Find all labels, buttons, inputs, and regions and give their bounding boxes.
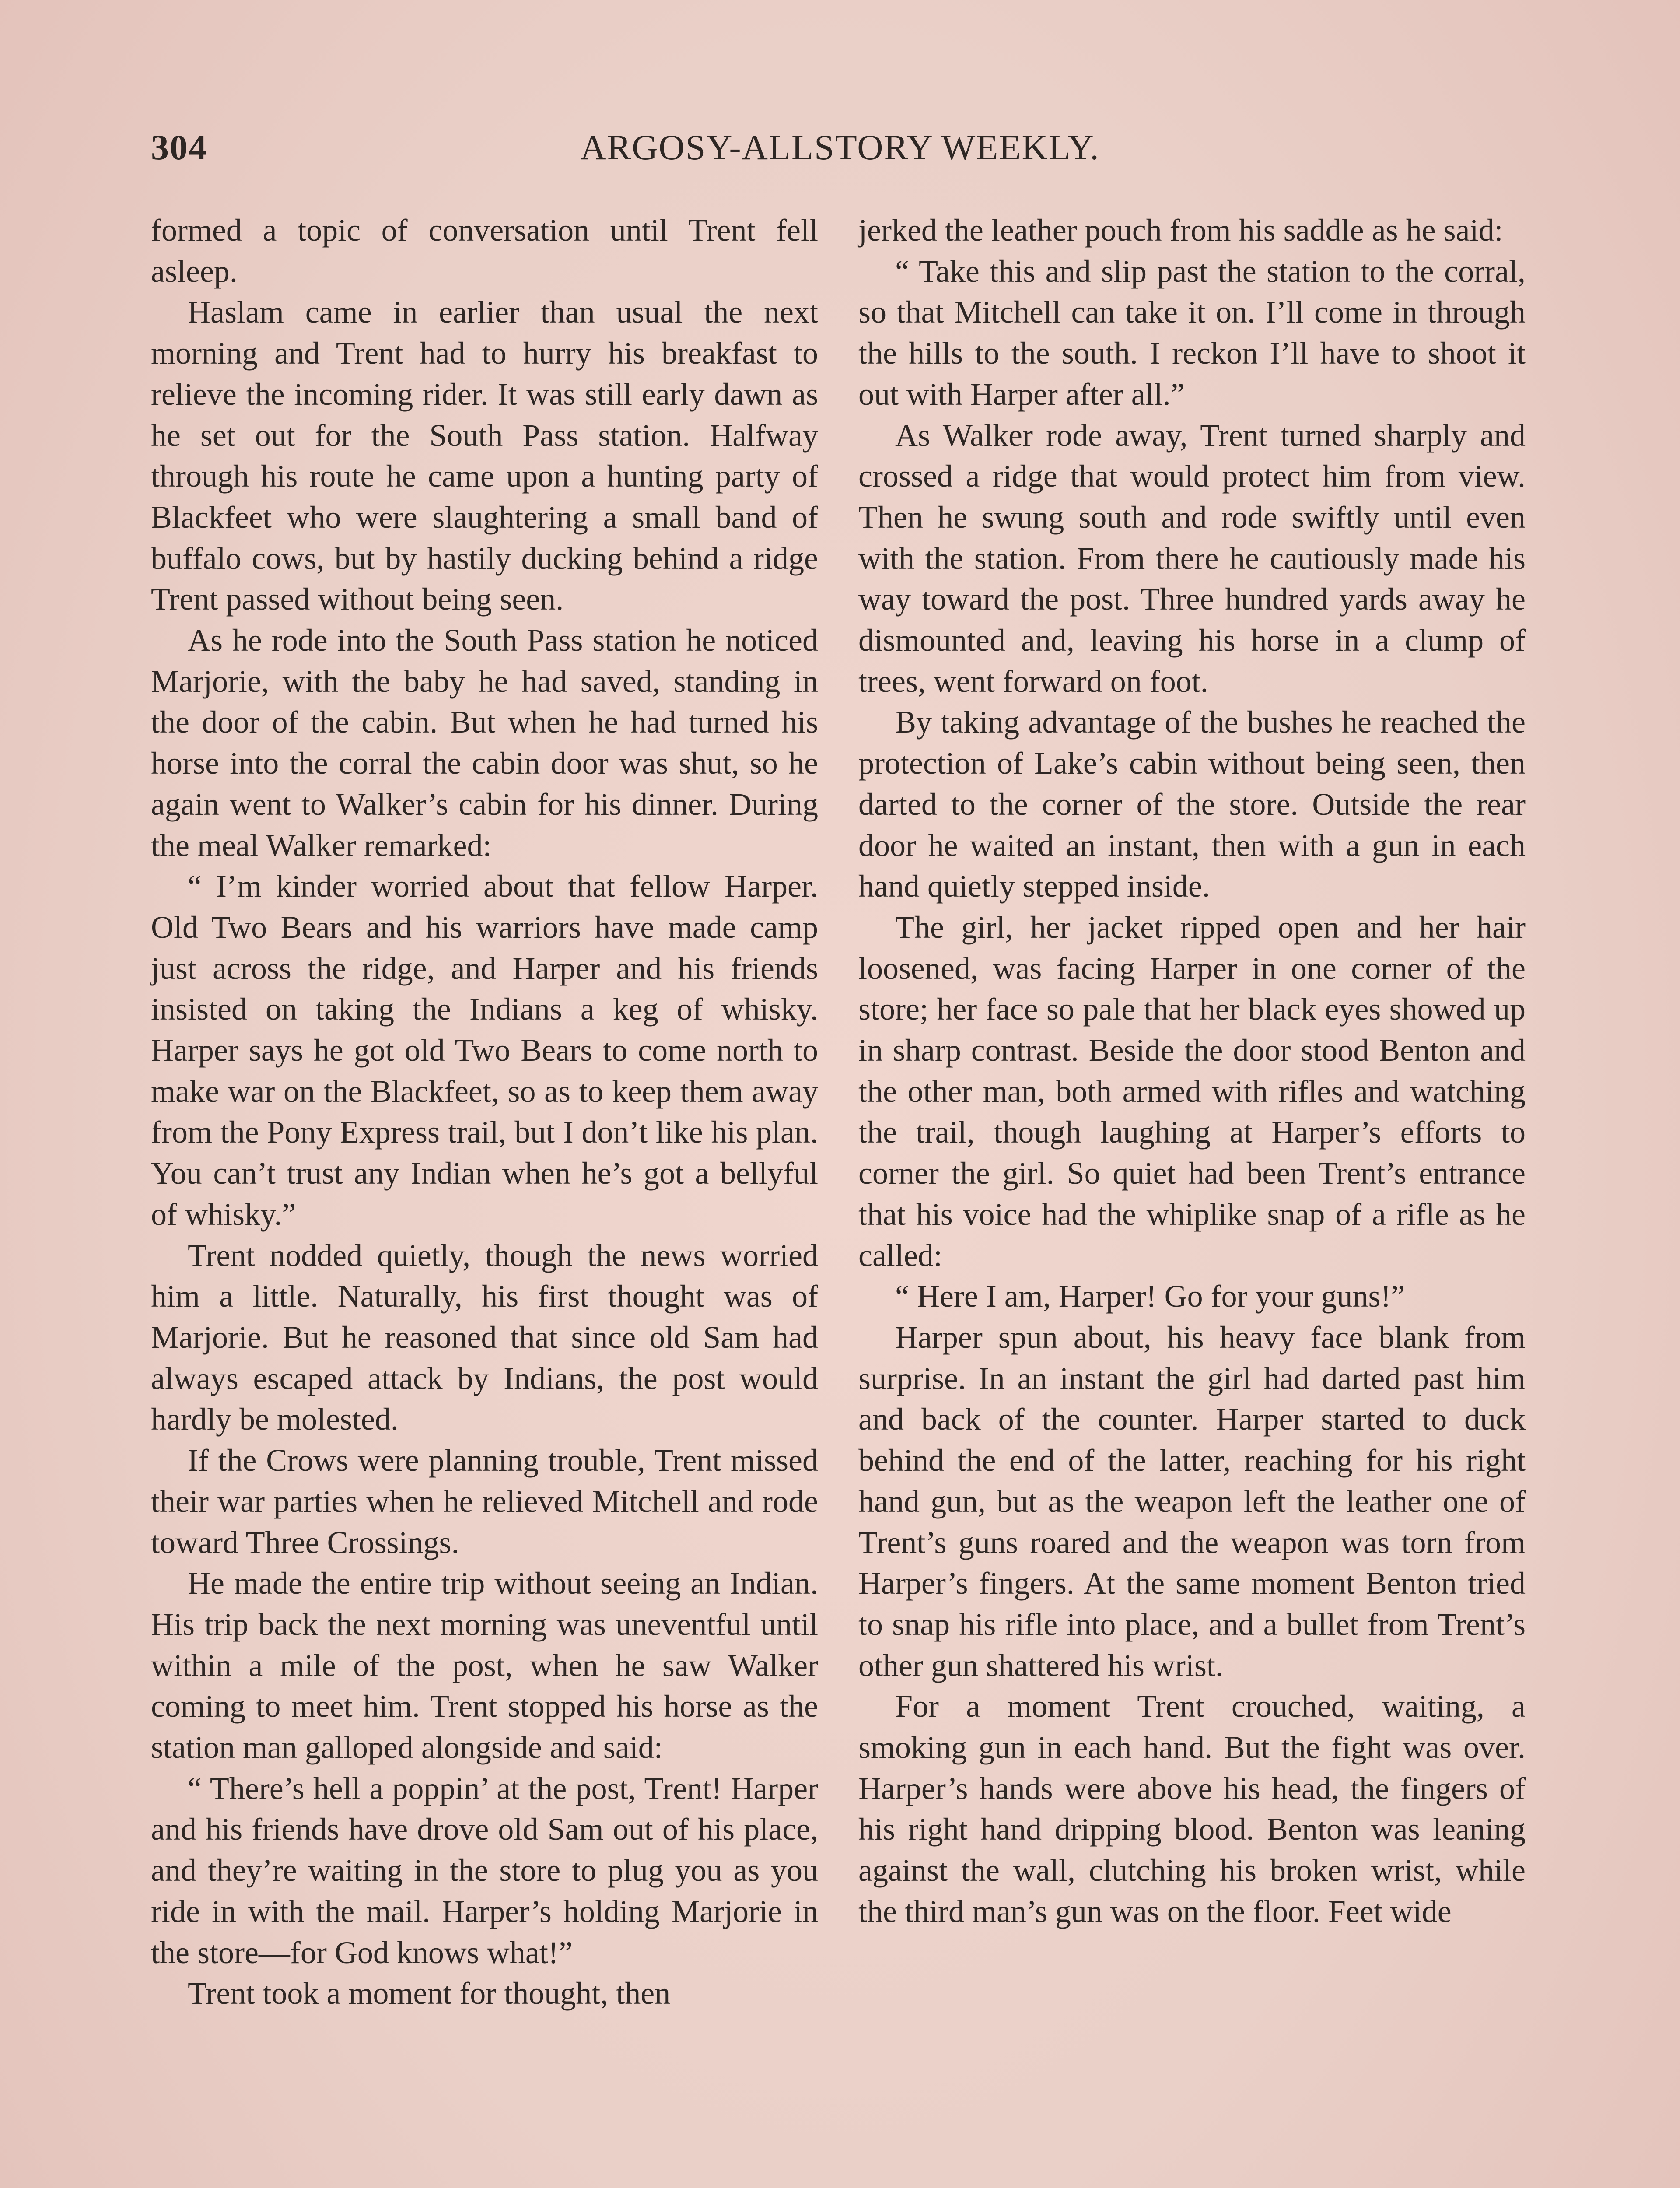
paragraph: Harper spun about, his heavy face blank from surprise. In an instant the girl had darted past him and back of the counter. Harper started to duck behind the end of the latter, reaching for his right hand gun, but as the weapon left the leather one of Trent’s guns roared and the weapon was torn from Harper’s fingers. At the same moment Benton tried to snap his rifle into place, and a bullet from Trent’s other gun shattered his wrist. (858, 1319, 1526, 1683)
paragraph: “ Take this and slip past the station to the corral, so that Mitchell can take it on. I’ll come in through the hills to the south. I reckon I’ll have to shoot it out with Harper after all.” (858, 253, 1526, 412)
paragraph: “ Here I am, Harper! Go for your guns!” (895, 1279, 1405, 1314)
page-number: 304 (151, 127, 207, 167)
running-head: ARGOSY-ALLSTORY WEEKLY. (580, 127, 1100, 167)
paragraph: “ There’s hell a poppin’ at the post, Trent! Harper and his friends have drove old Sam out of his place, and they’re waiting in the store to plug you as you ride in with the mail. Harper’s holding Marjorie in the store—for God knows what!” (151, 1771, 818, 1970)
paragraph: He made the entire trip without seeing an Indian. His trip back the next morning was uneventful until within a mile of the post, when he saw Walker coming to meet him. Trent stopped his horse as the station man galloped alongside and said: (151, 1566, 818, 1765)
paragraph: Trent took a moment for thought, then (188, 1976, 671, 2011)
paragraph: By taking advantage of the bushes he reached the protection of Lake’s cabin without being seen, then darted to the corner of the store. Outside the rear door he waited an instant, then with a gun in each hand quietly stepped inside. (858, 705, 1526, 904)
paragraph: For a moment Trent crouched, waiting, a smoking gun in each hand. But the fight was over. Harper’s hands were above his head, the fingers of his right hand dripping blood. Benton was leaning against the wall, clutching his broken wrist, while the third man’s gun was on the floor. Feet wide (858, 1689, 1526, 1929)
paragraph: As Walker rode away, Trent turned sharply and crossed a ridge that would protect him from view. Then he swung south and rode swiftly until even with the station. From there he cautiously made his way toward the post. Three hundred yards away he dismounted and, leaving his horse in a clump of trees, went forward on foot. (858, 417, 1526, 699)
paragraph: Trent nodded quietly, though the news worried him a little. Naturally, his first thought was of Marjorie. But he reasoned that since old Sam had always escaped attack by Indians, the post would hardly be molested. (151, 1238, 818, 1437)
paragraph: The girl, her jacket ripped open and her hair loosened, was facing Harper in one corner of the store; her face so pale that her black eyes showed up in sharp contrast. Beside the door stood Benton and the other man, both armed with rifles and watching the trail, though laughing at Harper’s efforts to corner the girl. So quiet had been Trent’s entrance that his voice had the whiplike snap of a rifle as he called: (858, 909, 1526, 1273)
paragraph: “ I’m kinder worried about that fellow Harper. Old Two Bears and his warriors have made camp just across the ridge, and Harper and his friends insisted on taking the Indians a keg of whisky. Harper says he got old Two Bears to come north to make war on the Blackfeet, so as to keep them away from the Pony Express trail, but I don’t like his plan. You can’t trust any Indian when he’s got a bellyful of whisky.” (151, 869, 818, 1232)
paragraph: Haslam came in earlier than usual the next morning and Trent had to hurry his breakfast to relieve the incoming rider. It was still early dawn as he set out for the South Pass station. Halfway through his route he came upon a hunting party of Blackfeet who were slaughtering a small band of buffalo cows, but by hastily ducking behind a ridge Trent passed without being seen. (151, 295, 818, 617)
paragraph: If the Crows were planning trouble, Trent missed their war parties when he relieved Mitchell and rode toward Three Crossings. (151, 1443, 818, 1560)
page-header (151, 127, 1529, 175)
left-column (151, 210, 818, 2014)
paragraph: jerked the leather pouch from his saddle as he said: (858, 213, 1503, 248)
paragraph: formed a topic of conversation until Trent fell asleep. (151, 213, 818, 289)
right-column (858, 210, 1526, 1932)
paragraph: As he rode into the South Pass station he noticed Marjorie, with the baby he had saved, standing in the door of the cabin. But when he had turned his horse into the corral the cabin door was shut, so he again went to Walker’s cabin for his dinner. During the meal Walker remarked: (151, 623, 818, 863)
